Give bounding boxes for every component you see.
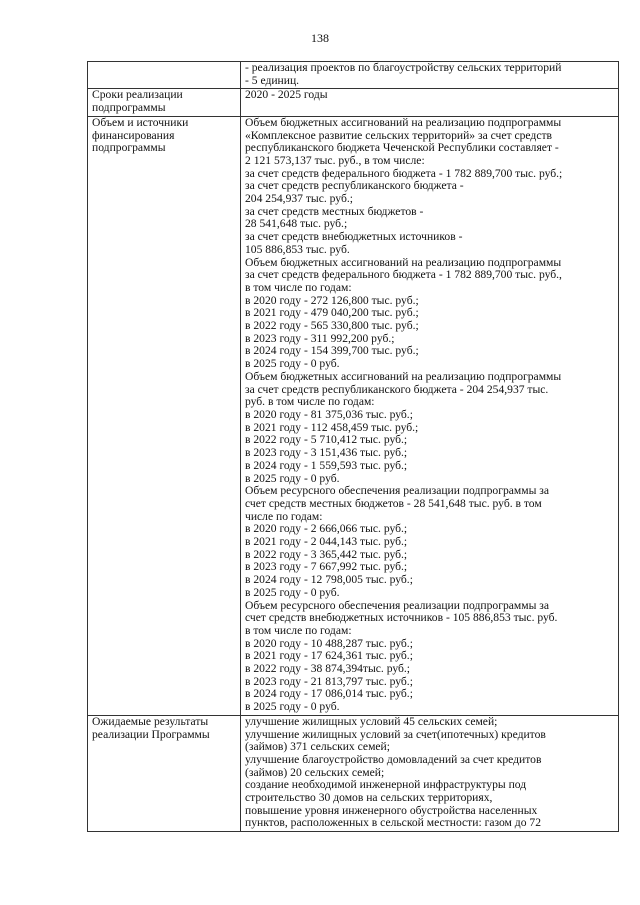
row-value-line: в 2023 году - 3 151,436 тыс. руб.;	[245, 447, 408, 460]
row-label-line: Ожидаемые результаты	[92, 715, 209, 728]
row-value-line: в 2025 году - 0 руб.	[245, 701, 340, 714]
row-value-cell	[241, 715, 619, 831]
row-label-line: финансирования	[92, 129, 175, 142]
row-value-line: в 2021 году - 17 624,361 тыс. руб.;	[245, 650, 413, 663]
table-row	[88, 715, 619, 831]
row-value-line: в 2021 году - 479 040,200 тыс. руб.;	[245, 307, 419, 320]
row-value-line: в 2020 году - 10 488,287 тыс. руб.;	[245, 637, 413, 650]
passport-table-body	[88, 62, 619, 832]
row-value-line: числе по годам:	[245, 510, 323, 523]
row-value-line: в 2025 году - 0 руб.	[245, 586, 340, 599]
row-value-line: улучшение благоустройство домовладений за счет кредитов	[245, 753, 542, 766]
row-value-line: Объем ресурсного обеспечения реализации подпрограммы за	[245, 599, 549, 612]
row-value-line: за счет средств федерального бюджета - 1 782 889,700 тыс. руб.;	[245, 167, 563, 180]
row-value-line: 2020 - 2025 годы	[245, 89, 328, 102]
row-value-line: в 2022 году - 565 330,800 тыс. руб.;	[245, 320, 419, 333]
row-value-line: в 2020 году - 272 126,800 тыс. руб.;	[245, 294, 419, 307]
row-value-line: счет средств внебюджетных источников - 105 886,853 тыс. руб.	[245, 612, 558, 625]
row-value-line: счет средств местных бюджетов - 28 541,648 тыс. руб. в том	[245, 497, 542, 510]
row-label-line: реализации Программы	[92, 728, 210, 741]
row-label-line: Объем и источники	[92, 116, 189, 129]
row-value-line: строительство 30 домов на сельских территориях,	[245, 792, 493, 805]
row-value-line: в 2024 году - 17 086,014 тыс. руб.;	[245, 688, 413, 701]
row-value-line: «Комплексное развитие сельских территорий» за счет средств	[245, 129, 553, 142]
row-label-cell	[88, 62, 241, 89]
table-row	[88, 89, 619, 116]
row-value-line: в 2024 году - 1 559,593 тыс. руб.;	[245, 459, 408, 472]
row-value-line: 105 886,853 тыс. руб.	[245, 243, 350, 256]
row-value-line: (займов) 20 сельских семей;	[245, 766, 385, 779]
row-value-line: в 2020 году - 81 375,036 тыс. руб.;	[245, 408, 413, 421]
row-value-line: 28 541,648 тыс. руб.;	[245, 218, 348, 231]
row-value-line: Объем бюджетных ассигнований на реализацию подпрограммы	[245, 116, 562, 129]
row-label-line: подпрограммы	[92, 102, 166, 115]
row-value-line: Объем бюджетных ассигнований на реализацию подпрограммы	[245, 256, 562, 269]
row-value-line: повышение уровня инженерного обустройства населенных	[245, 804, 538, 817]
row-value-line: пунктов, расположенных в сельской местности: газом до 72	[245, 817, 541, 830]
row-value-cell	[241, 89, 619, 116]
table-row	[88, 116, 619, 715]
row-value-line: в 2022 году - 3 365,442 тыс. руб.;	[245, 548, 408, 561]
row-label-cell	[88, 89, 241, 116]
table-row	[88, 62, 619, 89]
row-value-line: 2 121 573,137 тыс. руб., в том числе:	[245, 154, 425, 167]
row-value-line: - 5 единиц.	[245, 74, 300, 87]
row-value-line: Объем бюджетных ассигнований на реализацию подпрограммы	[245, 370, 562, 383]
row-value-line: руб. в том числе по годам:	[245, 396, 375, 409]
row-value-line: улучшение жилищных условий за счет(ипотечных) кредитов	[245, 728, 546, 741]
row-value-line: в том числе по годам:	[245, 624, 352, 637]
row-label-line: подпрограммы	[92, 142, 166, 155]
row-value-line: в 2023 году - 21 813,797 тыс. руб.;	[245, 675, 413, 688]
row-value-line: (займов) 371 сельских семей;	[245, 741, 390, 754]
row-value-line: в том числе по годам:	[245, 281, 352, 294]
row-value-line: в 2022 году - 5 710,412 тыс. руб.;	[245, 434, 408, 447]
row-value-line: создание необходимой инженерной инфраструктуры под	[245, 779, 527, 792]
row-value-line: 204 254,937 тыс. руб.;	[245, 193, 353, 206]
row-label-cell	[88, 715, 241, 831]
row-value-line: в 2021 году - 112 458,459 тыс. руб.;	[245, 421, 419, 434]
row-value-line: - реализация проектов по благоустройству сельских территорий	[245, 62, 562, 74]
row-value-line: за счет средств республиканского бюджета -	[245, 180, 464, 193]
row-value-cell	[241, 116, 619, 715]
row-value-line: за счет средств республиканского бюджета - 204 254,937 тыс.	[245, 383, 549, 396]
row-value-line: улучшение жилищных условий 45 сельских семей;	[245, 715, 498, 728]
row-value-line: в 2023 году - 7 667,992 тыс. руб.;	[245, 561, 408, 574]
row-value-line: в 2023 году - 311 992,200 руб.;	[245, 332, 395, 345]
row-value-line: республиканского бюджета Чеченской Республики составляет -	[245, 142, 559, 155]
row-value-line: в 2024 году - 154 399,700 тыс. руб.;	[245, 345, 419, 358]
row-value-line: в 2024 году - 12 798,005 тыс. руб.;	[245, 574, 413, 587]
row-value-line: в 2022 году - 38 874,394тыс. руб.;	[245, 663, 411, 676]
row-value-line: Объем ресурсного обеспечения реализации подпрограммы за	[245, 485, 549, 498]
row-value-line: в 2020 году - 2 666,066 тыс. руб.;	[245, 523, 408, 536]
row-value-line: за счет средств федерального бюджета - 1 782 889,700 тыс. руб.,	[245, 269, 562, 282]
row-label-cell	[88, 116, 241, 715]
passport-table	[87, 61, 619, 832]
row-value-line: в 2025 году - 0 руб.	[245, 358, 340, 371]
row-value-cell	[241, 62, 619, 89]
row-label-line: Сроки реализации	[92, 89, 183, 102]
row-value-line: за счет средств внебюджетных источников -	[245, 231, 463, 244]
page-number: 138	[311, 31, 329, 45]
row-value-line: за счет средств местных бюджетов -	[245, 205, 424, 218]
row-value-line: в 2021 году - 2 044,143 тыс. руб.;	[245, 536, 408, 549]
row-value-line: в 2025 году - 0 руб.	[245, 472, 340, 485]
